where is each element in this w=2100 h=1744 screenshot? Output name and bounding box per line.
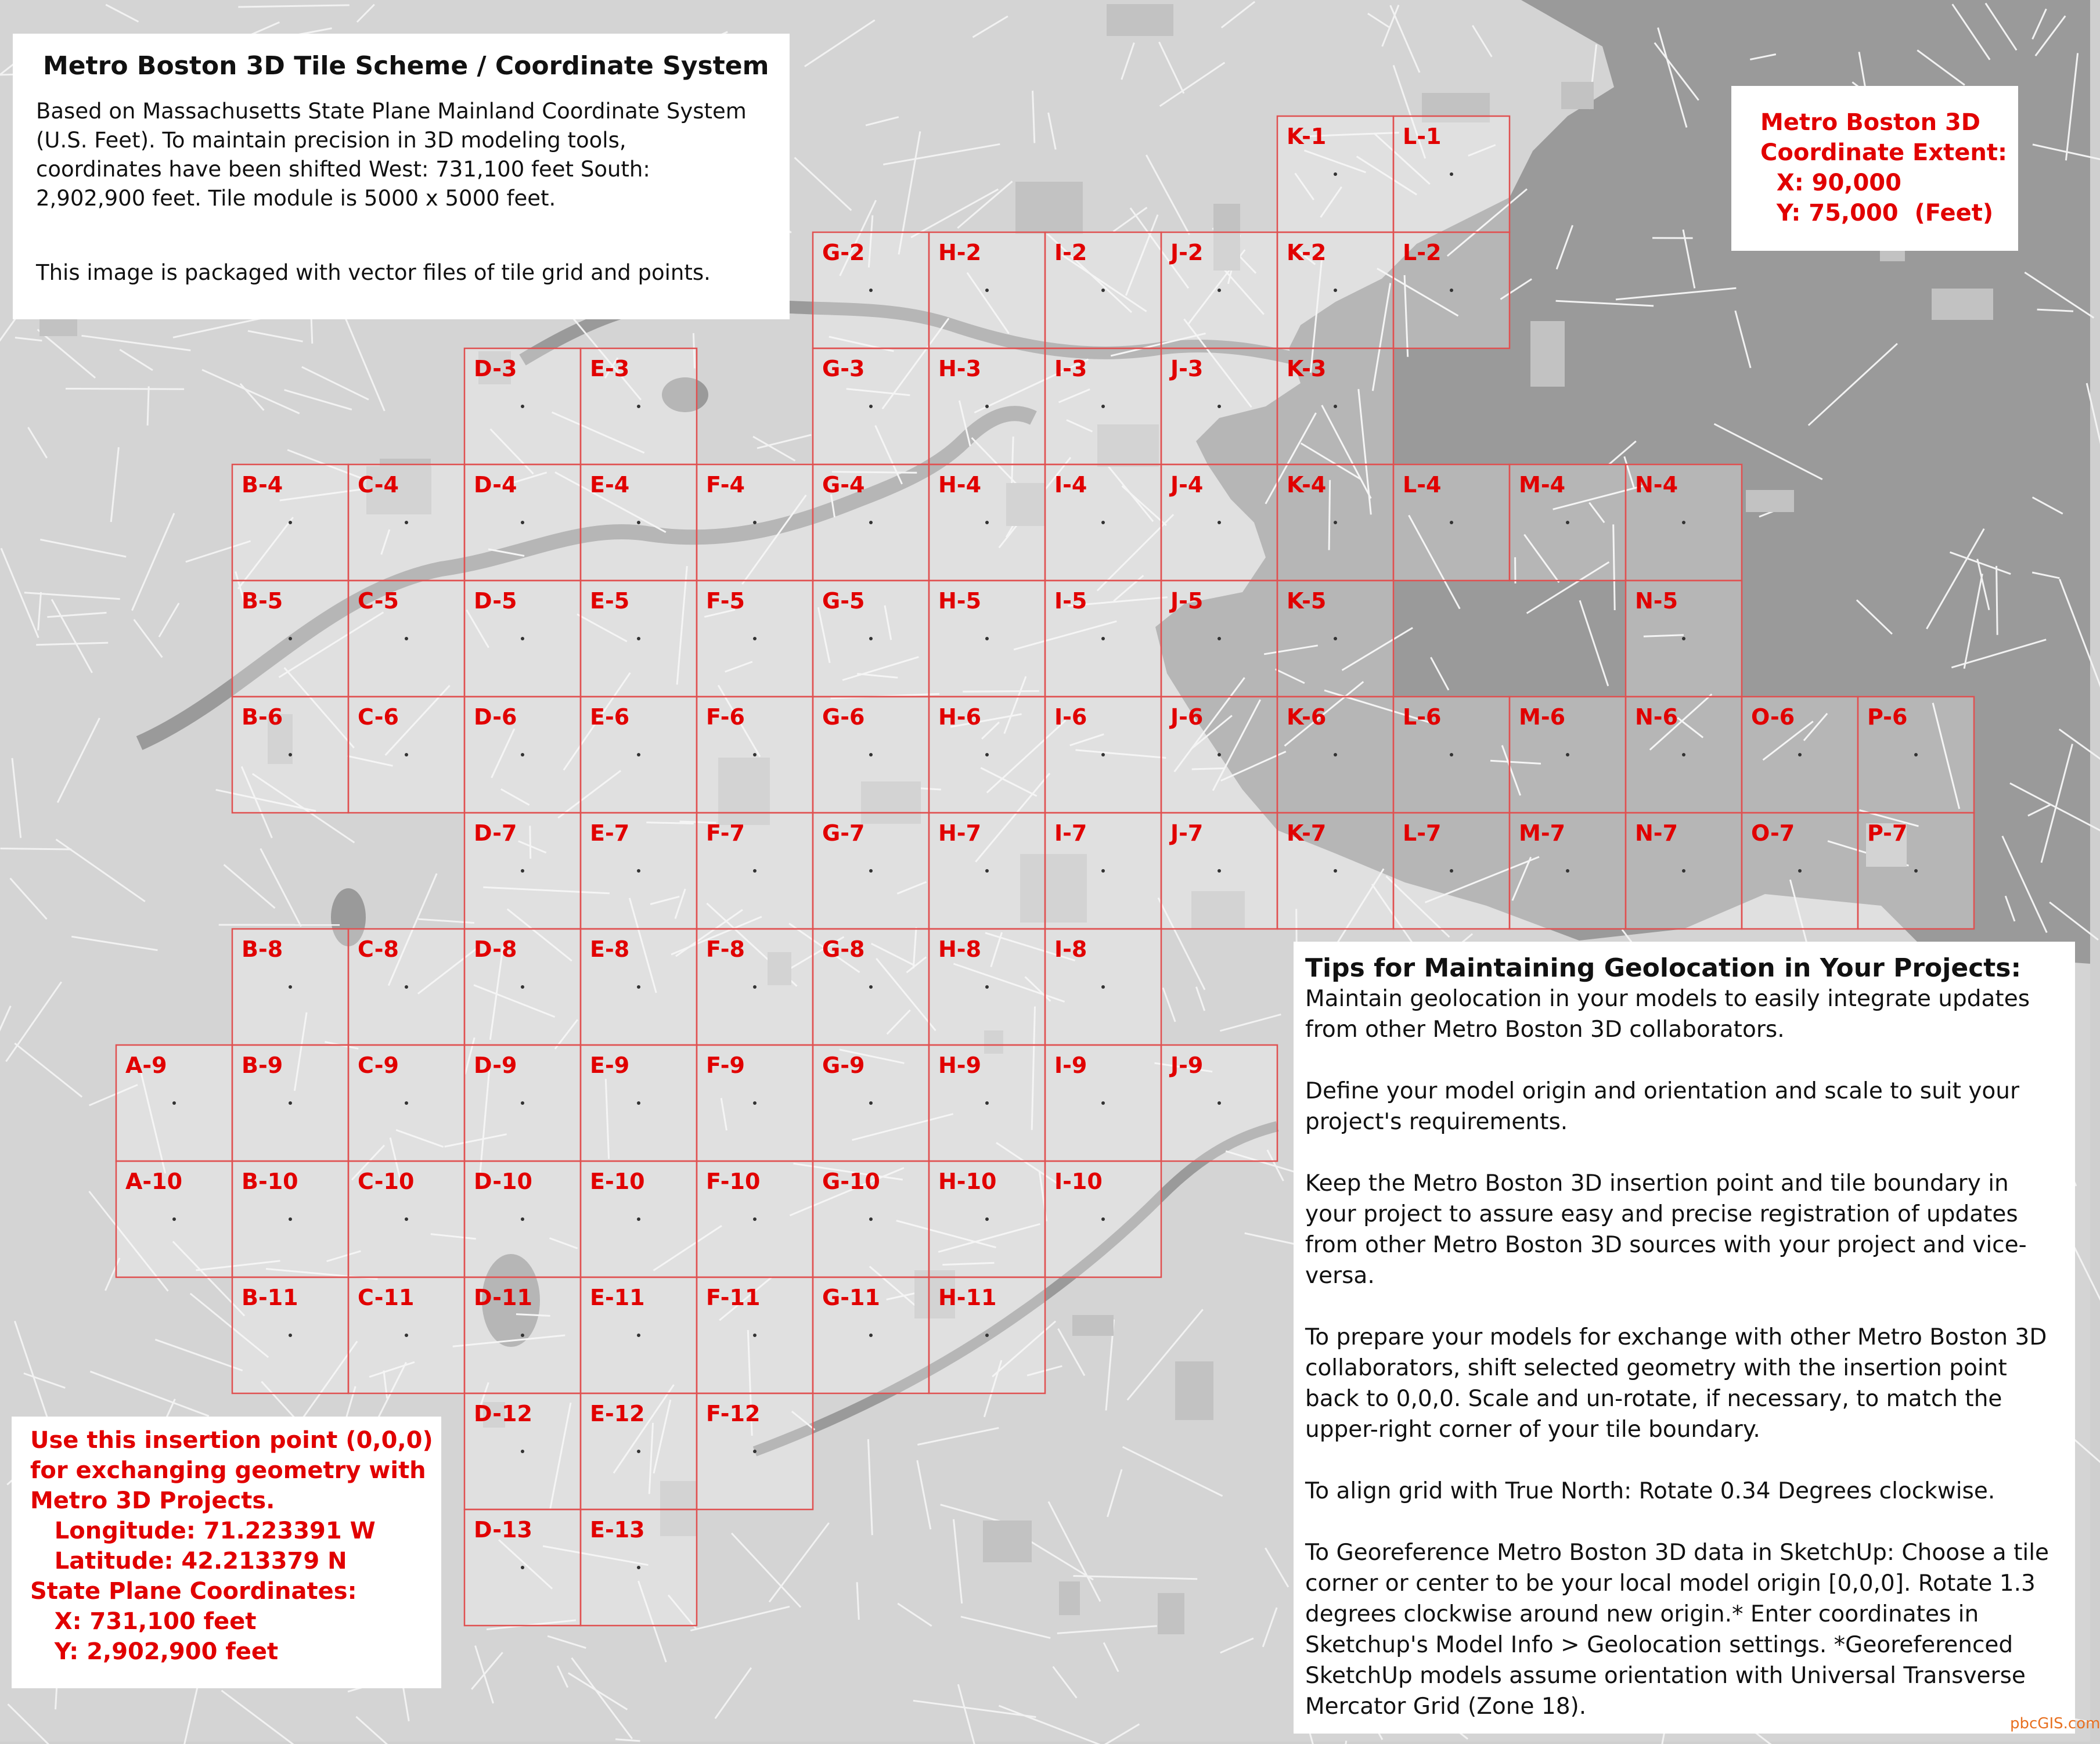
tips-title: Tips for Maintaining Geolocation in Your Projects: [1305,953,2021,983]
tile-label[interactable]: M-7 [1519,822,1565,844]
tile-center-point [289,521,292,524]
tile-center-point [637,521,640,524]
tile-center-point [985,1217,989,1221]
tile-center-point [405,521,408,524]
tile-center-point [869,1217,873,1221]
tile-label[interactable]: K-2 [1287,242,1326,264]
tile-center-point [289,753,292,756]
park [1530,321,1565,387]
park [1746,490,1794,512]
tile-label[interactable]: F-11 [706,1287,760,1309]
tile-center-point [637,1217,640,1221]
tile-center-point [1218,753,1221,756]
tips-text-line: from other Metro Boston 3D sources with your project and vice- [1305,1232,2027,1258]
tile-center-point [1218,869,1221,873]
tile-center-point [753,1334,757,1337]
intro-text-line: coordinates have been shifted West: 731,100 feet South: [36,157,650,182]
tile-center-point [1101,521,1105,524]
tile-label[interactable]: I-2 [1054,242,1087,264]
tile-center-point [1682,521,1685,524]
tile-label[interactable]: H-8 [938,938,981,960]
tile-center-point [869,869,873,873]
tile-label[interactable]: G-8 [822,938,865,960]
tips-text-line: corner or center to be your local model origin [0,0,0]. Rotate 1.3 [1305,1570,2036,1597]
tile-center-point [869,985,873,989]
tile-label[interactable]: K-7 [1287,822,1326,844]
tile-center-point [1218,405,1221,408]
tile-label[interactable]: N-4 [1635,474,1678,496]
tile-label[interactable]: C-11 [358,1287,414,1309]
tips-text-line: To align grid with True North: Rotate 0.34 Degrees clockwise. [1305,1478,1995,1504]
tile-center-point [1798,753,1802,756]
tile-center-point [1334,172,1337,176]
tile-center-point [1334,405,1337,408]
tile-center-point [1218,637,1221,640]
tile-center-point [985,869,989,873]
park [1932,289,1993,320]
tile-center-point [521,869,524,873]
tile-center-point [1566,521,1569,524]
tile-center-point [637,1450,640,1453]
tile-label[interactable]: H-6 [938,706,981,728]
tile-label[interactable]: D-6 [474,706,517,728]
tile-label[interactable]: H-9 [938,1054,981,1076]
tips-text-line: collaborators, shift selected geometry with the insertion point [1305,1355,2007,1381]
tile-center-point [1101,753,1105,756]
tile-center-point [521,405,524,408]
tips-text-line: your project to assure easy and precise registration of updates [1305,1201,2018,1227]
tile-label[interactable]: G-10 [822,1170,880,1192]
tile-center-point [869,1334,873,1337]
tips-text-line: SketchUp models assume orientation with Universal Transverse [1305,1663,2026,1689]
tile-center-point [1450,289,1453,292]
tile-label[interactable]: G-11 [822,1287,880,1309]
tile-center-point [985,1101,989,1105]
intro-text-line: Based on Massachusetts State Plane Mainland Coordinate System [36,99,747,124]
tile-center-point [637,869,640,873]
tile-center-point [1218,289,1221,292]
street [66,389,184,390]
tile-label[interactable]: H-5 [938,590,981,612]
tile-label[interactable]: K-6 [1287,706,1326,728]
tile-center-point [985,521,989,524]
tile-center-point [289,1334,292,1337]
tile-center-point [869,637,873,640]
tips-text-line: from other Metro Boston 3D collaborators. [1305,1017,1785,1043]
tile-label[interactable]: F-9 [706,1054,745,1076]
tips-text-line: project's requirements. [1305,1109,1568,1135]
tile-label[interactable]: O-7 [1751,822,1795,844]
tile-label[interactable]: J-7 [1170,822,1203,844]
park [1158,1593,1184,1634]
tile-center-point [753,1217,757,1221]
tile-label[interactable]: D-4 [474,474,517,496]
tile-label[interactable]: H-10 [938,1170,996,1192]
tile-label[interactable]: C-6 [358,706,399,728]
tile-center-point [289,637,292,640]
tile-label[interactable]: B-9 [242,1054,283,1076]
tile-center-point [637,405,640,408]
tile-label[interactable]: C-10 [358,1170,414,1192]
tile-label[interactable]: N-6 [1635,706,1678,728]
tile-label[interactable]: B-8 [242,938,283,960]
park [1015,182,1083,234]
tile-label[interactable]: D-11 [474,1287,532,1309]
tile-label[interactable]: E-3 [590,358,629,380]
intro-text-line: This image is packaged with vector files of tile grid and points. [36,260,711,285]
tile-center-point [753,521,757,524]
tile-center-point [1334,289,1337,292]
tile-label[interactable]: K-4 [1287,474,1326,496]
tile-label[interactable]: B-11 [242,1287,298,1309]
tile-center-point [985,1334,989,1337]
tile-center-point [1101,289,1105,292]
tile-center-point [637,1101,640,1105]
tile-center-point [869,1101,873,1105]
park [1059,1581,1080,1615]
tile-label[interactable]: D-12 [474,1403,532,1425]
tile-label[interactable]: C-4 [358,474,399,496]
tile-label[interactable]: L-6 [1403,706,1441,728]
tile-label[interactable]: I-4 [1054,474,1087,496]
intro-panel [13,34,790,319]
tile-label[interactable]: D-10 [474,1170,532,1192]
tile-label[interactable]: K-5 [1287,590,1326,612]
tile-center-point [405,1217,408,1221]
tile-center-point [289,1101,292,1105]
tile-center-point [405,1334,408,1337]
tile-center-point [1798,869,1802,873]
tile-label[interactable]: K-3 [1287,358,1326,380]
park [1107,4,1173,36]
tile-center-point [1682,753,1685,756]
tile-center-point [521,1334,524,1337]
tile-label[interactable]: L-7 [1403,822,1441,844]
tile-label[interactable]: E-4 [590,474,629,496]
tile-label[interactable]: D-9 [474,1054,517,1076]
tile-label[interactable]: N-7 [1635,822,1678,844]
tile-label[interactable]: J-4 [1170,474,1203,496]
tile-center-point [869,405,873,408]
tile-label[interactable]: I-10 [1054,1170,1103,1192]
park [983,1520,1032,1562]
tile-center-point [1334,637,1337,640]
credit-text: pbcGIS.com [2010,1715,2100,1732]
tile-center-point [985,637,989,640]
tile-center-point [1218,1101,1221,1105]
tile-center-point [405,985,408,989]
tile-center-point [637,1566,640,1569]
tile-center-point [521,637,524,640]
tile-label[interactable]: M-6 [1519,706,1565,728]
tile-label[interactable]: G-2 [822,242,865,264]
street [1,849,72,850]
extent-x-value: X: 90,000 [1760,170,1901,196]
tile-center-point [1334,869,1337,873]
tile-label[interactable]: E-6 [590,706,629,728]
tile-center-point [985,405,989,408]
tile-label[interactable]: E-7 [590,822,629,844]
tile-label[interactable]: J-9 [1170,1054,1203,1076]
tile-label[interactable]: E-12 [590,1403,645,1425]
tile-label[interactable]: G-3 [822,358,865,380]
tile-center-point [869,753,873,756]
tile-label[interactable]: B-5 [242,590,283,612]
tile-label[interactable]: G-9 [822,1054,865,1076]
tile-center-point [1566,869,1569,873]
tile-label[interactable]: L-1 [1403,125,1441,147]
tile-center-point [521,985,524,989]
intro-text-line: 2,902,900 feet. Tile module is 5000 x 5000 feet. [36,186,556,211]
tips-text-line: upper-right corner of your tile boundary. [1305,1417,1760,1443]
tile-label[interactable]: B-4 [242,474,283,496]
extent-y-value: Y: 75,000 (Feet) [1760,200,1993,226]
tile-label[interactable]: I-3 [1054,358,1087,380]
tile-label[interactable]: A-9 [125,1054,167,1076]
tile-label[interactable]: D-8 [474,938,517,960]
extent-panel [1731,86,2018,251]
park [1561,82,1594,109]
tile-label[interactable]: E-9 [590,1054,629,1076]
tile-label[interactable]: H-2 [938,242,981,264]
intro-text-line: (U.S. Feet). To maintain precision in 3D modeling tools, [36,128,626,153]
tile-label[interactable]: D-5 [474,590,517,612]
tile-label[interactable]: H-7 [938,822,981,844]
tile-label[interactable]: I-8 [1054,938,1087,960]
tile-center-point [521,521,524,524]
tile-label[interactable]: F-10 [706,1170,760,1192]
tile-center-point [985,985,989,989]
tile-center-point [405,1101,408,1105]
insertion-point-panel [12,1417,441,1688]
tile-center-point [172,1101,176,1105]
tile-label[interactable]: F-7 [706,822,745,844]
state-plane-x: X: 731,100 feet [30,1608,256,1635]
insertion-text-line: for exchanging geometry with [30,1457,426,1484]
tile-center-point [1101,1217,1105,1221]
tile-center-point [869,289,873,292]
tile-label[interactable]: I-5 [1054,590,1087,612]
tile-label[interactable]: J-5 [1170,590,1203,612]
tips-text-line: Keep the Metro Boston 3D insertion point and tile boundary in [1305,1170,2009,1197]
park [1072,1315,1114,1336]
tile-label[interactable]: J-2 [1170,242,1203,264]
tile-label[interactable]: M-4 [1519,474,1565,496]
tile-label[interactable]: I-6 [1054,706,1087,728]
tile-center-point [1450,521,1453,524]
tips-text-line: degrees clockwise around new origin.* Enter coordinates in [1305,1601,1979,1627]
tile-label[interactable]: E-5 [590,590,629,612]
tile-label[interactable]: B-6 [242,706,283,728]
tile-center-point [1450,172,1453,176]
tile-label[interactable]: G-4 [822,474,865,496]
tile-label[interactable]: D-7 [474,822,517,844]
tile-center-point [869,521,873,524]
tile-label[interactable]: G-7 [822,822,865,844]
tile-center-point [1101,869,1105,873]
tile-label[interactable]: P-6 [1867,706,1907,728]
tile-center-point [637,753,640,756]
tile-label[interactable]: I-7 [1054,822,1087,844]
tips-text-line: Maintain geolocation in your models to easily integrate updates [1305,986,2030,1012]
tips-text-line: To prepare your models for exchange with other Metro Boston 3D [1305,1324,2047,1350]
tile-label[interactable]: C-5 [358,590,399,612]
extent-heading: Coordinate Extent: [1760,139,2007,166]
park [1175,1361,1213,1420]
tile-label[interactable]: K-1 [1287,125,1326,147]
tile-center-point [1914,753,1918,756]
tips-text-line: To Georeference Metro Boston 3D data in SketchUp: Choose a tile [1305,1540,2049,1566]
tile-label[interactable]: A-10 [125,1170,182,1192]
tile-center-point [985,289,989,292]
tile-label[interactable]: H-3 [938,358,981,380]
tile-label[interactable]: C-9 [358,1054,399,1076]
tile-label[interactable]: N-5 [1635,590,1678,612]
tile-label[interactable]: G-5 [822,590,865,612]
tips-panel [1294,942,2075,1734]
tile-label[interactable]: E-11 [590,1287,645,1309]
tile-label[interactable]: H-11 [938,1287,996,1309]
tile-label[interactable]: O-6 [1751,706,1795,728]
tips-text-line: Mercator Grid (Zone 18). [1305,1693,1586,1720]
tile-label[interactable]: P-7 [1867,822,1907,844]
tile-center-point [1566,753,1569,756]
tile-center-point [753,1450,757,1453]
tile-center-point [1334,753,1337,756]
tile-label[interactable]: E-10 [590,1170,645,1192]
insertion-longitude: Longitude: 71.223391 W [30,1518,376,1544]
tile-center-point [1101,637,1105,640]
tile-center-point [753,985,757,989]
tile-center-point [753,869,757,873]
tile-center-point [637,1334,640,1337]
tile-center-point [1101,985,1105,989]
tile-label[interactable]: L-2 [1403,242,1441,264]
state-plane-y: Y: 2,902,900 feet [30,1638,278,1665]
tile-label[interactable]: J-3 [1170,358,1203,380]
insertion-latitude: Latitude: 42.213379 N [30,1548,347,1574]
tile-center-point [521,753,524,756]
tile-label[interactable]: I-9 [1054,1054,1087,1076]
tile-center-point [1682,637,1685,640]
tile-center-point [289,985,292,989]
tile-center-point [405,637,408,640]
tile-center-point [1450,869,1453,873]
tile-label[interactable]: D-13 [474,1519,532,1541]
tile-label[interactable]: B-10 [242,1170,298,1192]
insertion-text-line: State Plane Coordinates: [30,1578,357,1605]
tile-center-point [753,637,757,640]
tile-center-point [521,1450,524,1453]
extent-heading: Metro Boston 3D [1760,109,1980,136]
tile-label[interactable]: F-5 [706,590,745,612]
tile-center-point [985,753,989,756]
tile-label[interactable]: F-8 [706,938,745,960]
tile-center-point [405,753,408,756]
tile-label[interactable]: G-6 [822,706,865,728]
tile-center-point [521,1566,524,1569]
tile-center-point [1450,753,1453,756]
tile-label[interactable]: E-13 [590,1519,645,1541]
tile-label[interactable]: L-4 [1403,474,1441,496]
tile-center-point [1682,869,1685,873]
tile-center-point [1218,521,1221,524]
tile-center-point [521,1101,524,1105]
tile-label[interactable]: D-3 [474,358,517,380]
tile-center-point [1334,521,1337,524]
tile-center-point [753,753,757,756]
tips-text-line: versa. [1305,1263,1375,1289]
insertion-text-line: Use this insertion point (0,0,0) [30,1427,433,1454]
intro-title: Metro Boston 3D Tile Scheme / Coordinate System [43,51,769,81]
insertion-text-line: Metro 3D Projects. [30,1487,275,1514]
street [1997,566,1998,635]
tile-center-point [1914,869,1918,873]
tile-center-point [637,985,640,989]
street [147,386,149,426]
tile-center-point [753,1101,757,1105]
tile-label[interactable]: H-4 [938,474,981,496]
tile-center-point [1101,405,1105,408]
tips-text-line: Sketchup's Model Info > Geolocation settings. *Georeferenced [1305,1632,2013,1658]
tile-center-point [521,1217,524,1221]
tile-label[interactable]: E-8 [590,938,629,960]
tile-label[interactable]: F-12 [706,1403,760,1425]
tips-text-line: back to 0,0,0. Scale and un-rotate, if necessary, to match the [1305,1386,2002,1412]
tile-center-point [1101,1101,1105,1105]
tile-label[interactable]: F-6 [706,706,745,728]
tile-center-point [289,1217,292,1221]
tile-center-point [172,1217,176,1221]
tile-center-point [637,637,640,640]
tile-label[interactable]: C-8 [358,938,399,960]
tile-label[interactable]: J-6 [1170,706,1203,728]
tile-label[interactable]: F-4 [706,474,745,496]
tips-text-line: Define your model origin and orientation and scale to suit your [1305,1078,2019,1104]
